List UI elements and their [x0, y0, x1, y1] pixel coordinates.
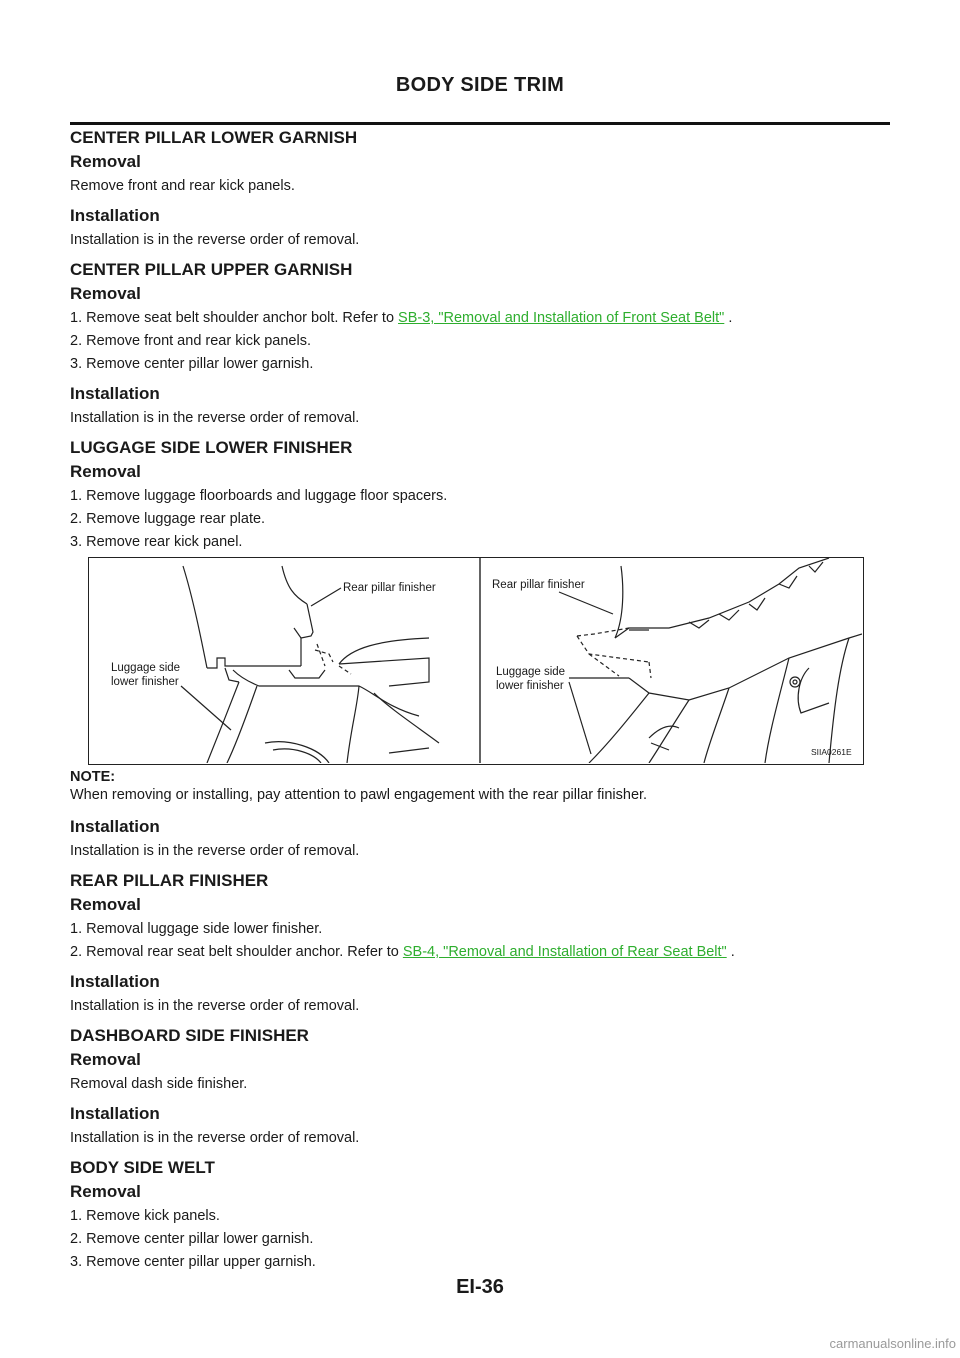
page-content — [70, 127, 890, 1272]
heading-dashboard-side-finisher: DASHBOARD SIDE FINISHER — [70, 1026, 309, 1045]
label-luggage-side: Luggage side — [496, 666, 566, 678]
text-installation: Installation is in the reverse order of removal. — [70, 232, 360, 248]
subheading-removal: Removal — [70, 462, 141, 481]
label-lower-finisher: lower finisher — [496, 680, 564, 692]
link-sb-4[interactable]: SB-4, "Removal and Installation of Rear Seat Belt" — [402, 944, 727, 960]
label-rear-pillar-finisher: Rear pillar finisher — [492, 579, 585, 591]
subheading-removal: Removal — [70, 152, 141, 171]
heading-body-side-welt: BODY SIDE WELT — [70, 1158, 215, 1177]
subheading-installation: Installation — [70, 972, 160, 991]
text-installation: Installation is in the reverse order of removal. — [70, 998, 360, 1014]
heading-center-pillar-upper: CENTER PILLAR UPPER GARNISH — [70, 260, 353, 279]
subheading-installation: Installation — [70, 384, 160, 403]
subheading-removal: Removal — [70, 1050, 141, 1069]
subheading-removal: Removal — [70, 1182, 141, 1201]
note-text: When removing or installing, pay attention to pawl engagement with the rear pillar finisher. — [70, 787, 648, 803]
label-luggage-side: Luggage side — [111, 662, 181, 674]
step-item: 2. Remove center pillar lower garnish. — [70, 1231, 314, 1247]
step-item: 1. Remove luggage floorboards and luggage floor spacers. — [70, 488, 448, 504]
subheading-removal: Removal — [70, 895, 141, 914]
step-item: 2. Remove luggage rear plate. — [70, 511, 266, 527]
step-item: 3. Remove rear kick panel. — [70, 534, 243, 550]
label-lower-finisher: lower finisher — [111, 676, 179, 688]
subheading-installation: Installation — [70, 817, 160, 836]
step-item: 3. Remove center pillar lower garnish. — [70, 356, 314, 372]
text-removal: Removal dash side finisher. — [70, 1076, 248, 1092]
heading-luggage-side-lower: LUGGAGE SIDE LOWER FINISHER — [70, 438, 353, 457]
label-rear-pillar-finisher: Rear pillar finisher — [343, 582, 436, 594]
step-item — [70, 942, 890, 962]
text-installation: Installation is in the reverse order of removal. — [70, 410, 360, 426]
step-text: . — [726, 944, 735, 960]
diagram-illustration — [89, 558, 862, 763]
page-title: BODY SIDE TRIM — [395, 74, 565, 96]
text-installation: Installation is in the reverse order of removal. — [70, 843, 360, 859]
step-item: 1. Remove kick panels. — [70, 1208, 220, 1224]
heading-center-pillar-lower: CENTER PILLAR LOWER GARNISH — [70, 128, 358, 147]
step-item — [70, 308, 890, 328]
text-installation: Installation is in the reverse order of removal. — [70, 1130, 360, 1146]
step-text: 2. Removal rear seat belt shoulder anchor. Refer to — [70, 944, 403, 960]
step-text: . — [724, 310, 733, 326]
page-number: EI-36 — [456, 1276, 504, 1298]
diagram-luggage-finisher — [88, 557, 864, 765]
figure-code: SIIA0261E — [811, 747, 852, 757]
watermark[interactable]: carmanualsonline.info — [829, 1336, 956, 1351]
header-rule — [70, 122, 890, 125]
step-text: 1. Remove seat belt shoulder anchor bolt. Refer to — [70, 310, 399, 326]
step-item: 1. Removal luggage side lower finisher. — [70, 921, 323, 937]
step-item: 2. Remove front and rear kick panels. — [70, 333, 311, 349]
step-item: 3. Remove center pillar upper garnish. — [70, 1254, 316, 1270]
subheading-removal: Removal — [70, 284, 141, 303]
link-sb-3[interactable]: SB-3, "Removal and Installation of Front Seat Belt" — [398, 310, 725, 326]
subheading-installation: Installation — [70, 206, 160, 225]
heading-rear-pillar-finisher: REAR PILLAR FINISHER — [70, 871, 269, 890]
text-removal: Remove front and rear kick panels. — [70, 178, 295, 194]
note-label: NOTE: — [70, 769, 116, 785]
subheading-installation: Installation — [70, 1104, 160, 1123]
